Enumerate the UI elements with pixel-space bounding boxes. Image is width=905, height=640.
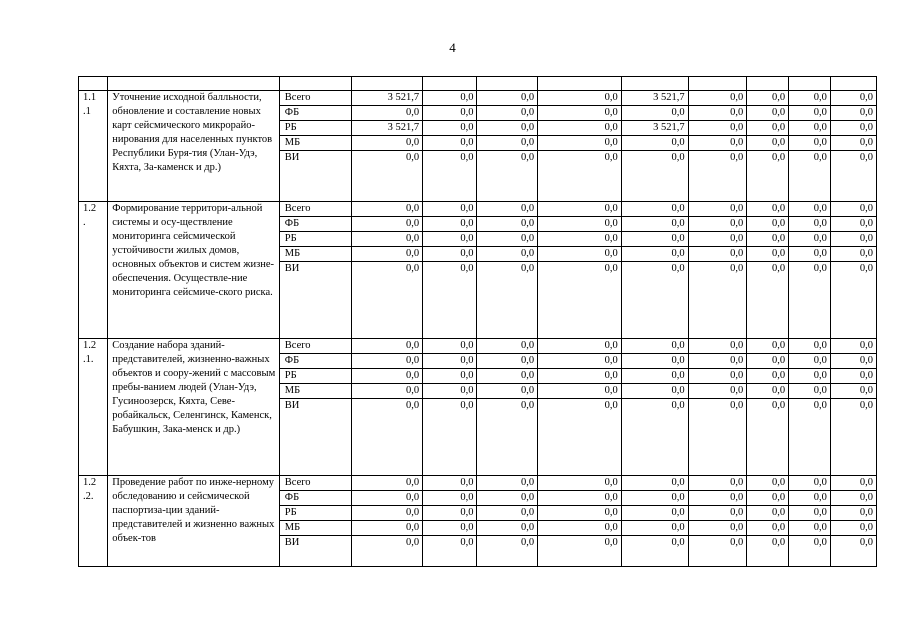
amount-cell: 0,0 xyxy=(830,151,876,202)
amount-cell: 0,0 xyxy=(477,369,538,384)
amount-cell: 0,0 xyxy=(423,491,477,506)
funding-source: ВИ xyxy=(279,151,351,202)
amount-cell: 0,0 xyxy=(621,521,688,536)
header-cell xyxy=(351,77,422,91)
amount-cell: 0,0 xyxy=(747,491,789,506)
amount-cell: 0,0 xyxy=(477,91,538,106)
amount-cell: 0,0 xyxy=(621,536,688,567)
amount-cell: 0,0 xyxy=(351,262,422,339)
item-code-line: . xyxy=(83,217,86,228)
amount-cell: 0,0 xyxy=(688,339,747,354)
amount-cell: 0,0 xyxy=(789,217,831,232)
amount-cell: 0,0 xyxy=(789,384,831,399)
amount-cell: 0,0 xyxy=(477,262,538,339)
amount-cell: 0,0 xyxy=(688,121,747,136)
amount-cell: 0,0 xyxy=(830,339,876,354)
item-description: Формирование территори-альной системы и осу-ществление мониторинга сейсмической устойчивости жилых домов, основных объектов и систем жизне-обеспечения. Осуществле-ние мониторинга сейсмиче-ского риска. xyxy=(108,202,280,339)
amount-cell: 0,0 xyxy=(423,202,477,217)
amount-cell: 0,0 xyxy=(538,121,622,136)
amount-cell: 0,0 xyxy=(830,399,876,476)
amount-cell: 0,0 xyxy=(351,369,422,384)
amount-cell: 0,0 xyxy=(789,262,831,339)
amount-cell: 0,0 xyxy=(351,339,422,354)
amount-cell: 0,0 xyxy=(747,369,789,384)
amount-cell: 0,0 xyxy=(789,247,831,262)
amount-cell: 0,0 xyxy=(688,151,747,202)
amount-cell: 0,0 xyxy=(747,121,789,136)
amount-cell: 0,0 xyxy=(477,136,538,151)
amount-cell: 0,0 xyxy=(423,339,477,354)
amount-cell: 0,0 xyxy=(538,232,622,247)
amount-cell: 0,0 xyxy=(538,339,622,354)
funding-source: Всего xyxy=(279,91,351,106)
amount-cell: 0,0 xyxy=(789,491,831,506)
amount-cell: 0,0 xyxy=(477,384,538,399)
amount-cell: 0,0 xyxy=(538,491,622,506)
amount-cell: 0,0 xyxy=(423,506,477,521)
amount-cell: 0,0 xyxy=(621,247,688,262)
amount-cell: 0,0 xyxy=(830,506,876,521)
amount-cell: 0,0 xyxy=(423,384,477,399)
amount-cell: 0,0 xyxy=(351,151,422,202)
amount-cell: 0,0 xyxy=(538,506,622,521)
amount-cell: 0,0 xyxy=(423,399,477,476)
amount-cell: 0,0 xyxy=(747,106,789,121)
amount-cell: 0,0 xyxy=(351,384,422,399)
amount-cell: 0,0 xyxy=(538,521,622,536)
amount-cell: 0,0 xyxy=(423,151,477,202)
header-cell xyxy=(279,77,351,91)
amount-cell: 0,0 xyxy=(423,354,477,369)
amount-cell: 0,0 xyxy=(830,521,876,536)
amount-cell: 0,0 xyxy=(688,106,747,121)
amount-cell: 0,0 xyxy=(477,151,538,202)
budget-table xyxy=(78,76,877,567)
amount-cell: 0,0 xyxy=(747,202,789,217)
item-description: Уточнение исходной балльности, обновление и составление новых карт сейсмического микрорайо-нирования для населенных пунктов Республики Буря-тия (Улан-Удэ, Кяхта, За-каменск и др.) xyxy=(108,91,280,202)
amount-cell: 0,0 xyxy=(830,121,876,136)
amount-cell: 0,0 xyxy=(538,354,622,369)
amount-cell: 0,0 xyxy=(621,354,688,369)
funding-source: ФБ xyxy=(279,354,351,369)
amount-cell: 0,0 xyxy=(747,262,789,339)
amount-cell: 0,0 xyxy=(621,217,688,232)
header-cell xyxy=(477,77,538,91)
amount-cell: 0,0 xyxy=(688,136,747,151)
amount-cell: 0,0 xyxy=(830,491,876,506)
amount-cell: 0,0 xyxy=(477,506,538,521)
amount-cell: 0,0 xyxy=(477,354,538,369)
amount-cell: 3 521,7 xyxy=(621,91,688,106)
amount-cell: 0,0 xyxy=(538,476,622,491)
amount-cell: 0,0 xyxy=(423,232,477,247)
amount-cell: 3 521,7 xyxy=(351,91,422,106)
amount-cell: 0,0 xyxy=(477,399,538,476)
header-cell xyxy=(108,77,280,91)
amount-cell: 0,0 xyxy=(423,521,477,536)
header-cell xyxy=(538,77,622,91)
amount-cell: 0,0 xyxy=(830,247,876,262)
amount-cell: 0,0 xyxy=(351,521,422,536)
amount-cell: 0,0 xyxy=(747,232,789,247)
funding-source: РБ xyxy=(279,369,351,384)
amount-cell: 0,0 xyxy=(538,91,622,106)
amount-cell: 0,0 xyxy=(830,384,876,399)
amount-cell: 0,0 xyxy=(351,136,422,151)
amount-cell: 0,0 xyxy=(423,536,477,567)
amount-cell: 0,0 xyxy=(621,476,688,491)
item-description: Создание набора зданий-представителей, жизненно-важных объектов и соору-жений с массовым пребы-ванием людей (Улан-Удэ, Гусиноозерск, Кяхта, Севе-робайкальск, Селенгинск, Каменск, Бабушкин, Зака-менск и др.) xyxy=(108,339,280,476)
amount-cell: 0,0 xyxy=(621,151,688,202)
item-code-line: 1.2 xyxy=(83,203,97,214)
table-body xyxy=(79,77,877,567)
amount-cell: 0,0 xyxy=(621,491,688,506)
amount-cell: 0,0 xyxy=(747,247,789,262)
amount-cell: 0,0 xyxy=(621,262,688,339)
item-code xyxy=(79,202,108,339)
item-code-line: 1.1 xyxy=(83,92,97,103)
amount-cell: 0,0 xyxy=(538,536,622,567)
amount-cell: 0,0 xyxy=(688,232,747,247)
amount-cell: 0,0 xyxy=(830,217,876,232)
amount-cell: 0,0 xyxy=(688,521,747,536)
amount-cell: 0,0 xyxy=(621,202,688,217)
amount-cell: 0,0 xyxy=(830,232,876,247)
amount-cell: 0,0 xyxy=(621,232,688,247)
table-row xyxy=(79,91,877,106)
funding-source: ВИ xyxy=(279,262,351,339)
amount-cell: 0,0 xyxy=(747,399,789,476)
amount-cell: 0,0 xyxy=(477,536,538,567)
item-code-line: 1.2 xyxy=(83,477,97,488)
amount-cell: 0,0 xyxy=(477,247,538,262)
funding-source: ВИ xyxy=(279,399,351,476)
amount-cell: 0,0 xyxy=(688,491,747,506)
amount-cell: 0,0 xyxy=(789,536,831,567)
amount-cell: 0,0 xyxy=(830,106,876,121)
table-row xyxy=(79,476,877,491)
amount-cell: 3 521,7 xyxy=(351,121,422,136)
amount-cell: 0,0 xyxy=(621,506,688,521)
table-header-row xyxy=(79,77,877,91)
amount-cell: 0,0 xyxy=(621,399,688,476)
amount-cell: 0,0 xyxy=(621,136,688,151)
amount-cell: 0,0 xyxy=(747,136,789,151)
header-cell xyxy=(789,77,831,91)
amount-cell: 0,0 xyxy=(423,247,477,262)
amount-cell: 0,0 xyxy=(621,369,688,384)
amount-cell: 0,0 xyxy=(423,369,477,384)
amount-cell: 0,0 xyxy=(538,399,622,476)
amount-cell: 0,0 xyxy=(747,91,789,106)
amount-cell: 0,0 xyxy=(688,506,747,521)
funding-source: Всего xyxy=(279,339,351,354)
table-row xyxy=(79,202,877,217)
amount-cell: 0,0 xyxy=(747,384,789,399)
amount-cell: 0,0 xyxy=(688,354,747,369)
amount-cell: 0,0 xyxy=(351,217,422,232)
amount-cell: 0,0 xyxy=(538,247,622,262)
amount-cell: 0,0 xyxy=(830,136,876,151)
amount-cell: 0,0 xyxy=(688,536,747,567)
amount-cell: 0,0 xyxy=(538,202,622,217)
amount-cell: 0,0 xyxy=(688,217,747,232)
amount-cell: 0,0 xyxy=(688,262,747,339)
amount-cell: 0,0 xyxy=(477,106,538,121)
amount-cell: 0,0 xyxy=(789,506,831,521)
amount-cell: 0,0 xyxy=(830,369,876,384)
amount-cell: 0,0 xyxy=(688,369,747,384)
funding-source: Всего xyxy=(279,476,351,491)
amount-cell: 0,0 xyxy=(789,339,831,354)
amount-cell: 0,0 xyxy=(538,106,622,121)
amount-cell: 0,0 xyxy=(477,521,538,536)
amount-cell: 0,0 xyxy=(423,262,477,339)
item-code xyxy=(79,91,108,202)
amount-cell: 0,0 xyxy=(621,106,688,121)
amount-cell: 0,0 xyxy=(351,506,422,521)
amount-cell: 0,0 xyxy=(538,384,622,399)
amount-cell: 0,0 xyxy=(538,217,622,232)
amount-cell: 0,0 xyxy=(477,121,538,136)
amount-cell: 0,0 xyxy=(351,399,422,476)
amount-cell: 0,0 xyxy=(538,262,622,339)
amount-cell: 0,0 xyxy=(747,339,789,354)
amount-cell: 0,0 xyxy=(688,384,747,399)
amount-cell: 0,0 xyxy=(789,232,831,247)
funding-source: МБ xyxy=(279,247,351,262)
item-code xyxy=(79,476,108,567)
amount-cell: 0,0 xyxy=(830,476,876,491)
header-cell xyxy=(621,77,688,91)
amount-cell: 0,0 xyxy=(830,262,876,339)
header-cell xyxy=(747,77,789,91)
amount-cell: 0,0 xyxy=(351,247,422,262)
funding-source: МБ xyxy=(279,136,351,151)
amount-cell: 3 521,7 xyxy=(621,121,688,136)
funding-source: РБ xyxy=(279,121,351,136)
amount-cell: 0,0 xyxy=(423,121,477,136)
amount-cell: 0,0 xyxy=(688,247,747,262)
amount-cell: 0,0 xyxy=(351,106,422,121)
amount-cell: 0,0 xyxy=(477,217,538,232)
amount-cell: 0,0 xyxy=(747,476,789,491)
amount-cell: 0,0 xyxy=(688,202,747,217)
amount-cell: 0,0 xyxy=(747,217,789,232)
amount-cell: 0,0 xyxy=(688,91,747,106)
amount-cell: 0,0 xyxy=(688,399,747,476)
funding-source: РБ xyxy=(279,506,351,521)
funding-source: ФБ xyxy=(279,106,351,121)
amount-cell: 0,0 xyxy=(688,476,747,491)
amount-cell: 0,0 xyxy=(830,202,876,217)
item-code xyxy=(79,339,108,476)
funding-source: ВИ xyxy=(279,536,351,567)
item-description: Проведение работ по инже-нерному обследованию и сейсмической паспортиза-ции зданий-представителей и жизненно важных объек-тов xyxy=(108,476,280,567)
amount-cell: 0,0 xyxy=(789,121,831,136)
amount-cell: 0,0 xyxy=(747,151,789,202)
header-cell xyxy=(79,77,108,91)
amount-cell: 0,0 xyxy=(747,506,789,521)
amount-cell: 0,0 xyxy=(789,476,831,491)
amount-cell: 0,0 xyxy=(538,151,622,202)
amount-cell: 0,0 xyxy=(789,399,831,476)
item-code-line: 1.2 xyxy=(83,340,97,351)
item-code-line: .1 xyxy=(83,106,91,117)
amount-cell: 0,0 xyxy=(789,106,831,121)
amount-cell: 0,0 xyxy=(830,354,876,369)
amount-cell: 0,0 xyxy=(351,232,422,247)
item-code-line: .1. xyxy=(83,354,94,365)
amount-cell: 0,0 xyxy=(351,491,422,506)
amount-cell: 0,0 xyxy=(747,536,789,567)
funding-source: ФБ xyxy=(279,491,351,506)
amount-cell: 0,0 xyxy=(423,91,477,106)
amount-cell: 0,0 xyxy=(789,151,831,202)
amount-cell: 0,0 xyxy=(423,106,477,121)
amount-cell: 0,0 xyxy=(789,369,831,384)
funding-source: РБ xyxy=(279,232,351,247)
amount-cell: 0,0 xyxy=(351,476,422,491)
amount-cell: 0,0 xyxy=(621,339,688,354)
amount-cell: 0,0 xyxy=(747,354,789,369)
amount-cell: 0,0 xyxy=(351,536,422,567)
amount-cell: 0,0 xyxy=(423,217,477,232)
header-cell xyxy=(423,77,477,91)
amount-cell: 0,0 xyxy=(538,136,622,151)
funding-source: МБ xyxy=(279,384,351,399)
amount-cell: 0,0 xyxy=(423,136,477,151)
amount-cell: 0,0 xyxy=(789,136,831,151)
funding-source: Всего xyxy=(279,202,351,217)
table-row xyxy=(79,339,877,354)
page-number: 4 xyxy=(449,40,456,55)
amount-cell: 0,0 xyxy=(830,91,876,106)
funding-source: МБ xyxy=(279,521,351,536)
amount-cell: 0,0 xyxy=(477,476,538,491)
amount-cell: 0,0 xyxy=(538,369,622,384)
header-cell xyxy=(830,77,876,91)
amount-cell: 0,0 xyxy=(477,339,538,354)
amount-cell: 0,0 xyxy=(351,354,422,369)
header-cell xyxy=(688,77,747,91)
amount-cell: 0,0 xyxy=(747,521,789,536)
amount-cell: 0,0 xyxy=(789,354,831,369)
amount-cell: 0,0 xyxy=(789,521,831,536)
amount-cell: 0,0 xyxy=(477,491,538,506)
amount-cell: 0,0 xyxy=(477,232,538,247)
amount-cell: 0,0 xyxy=(351,202,422,217)
amount-cell: 0,0 xyxy=(621,384,688,399)
item-code-line: .2. xyxy=(83,491,94,502)
amount-cell: 0,0 xyxy=(477,202,538,217)
amount-cell: 0,0 xyxy=(830,536,876,567)
funding-source: ФБ xyxy=(279,217,351,232)
amount-cell: 0,0 xyxy=(789,91,831,106)
amount-cell: 0,0 xyxy=(789,202,831,217)
amount-cell: 0,0 xyxy=(423,476,477,491)
